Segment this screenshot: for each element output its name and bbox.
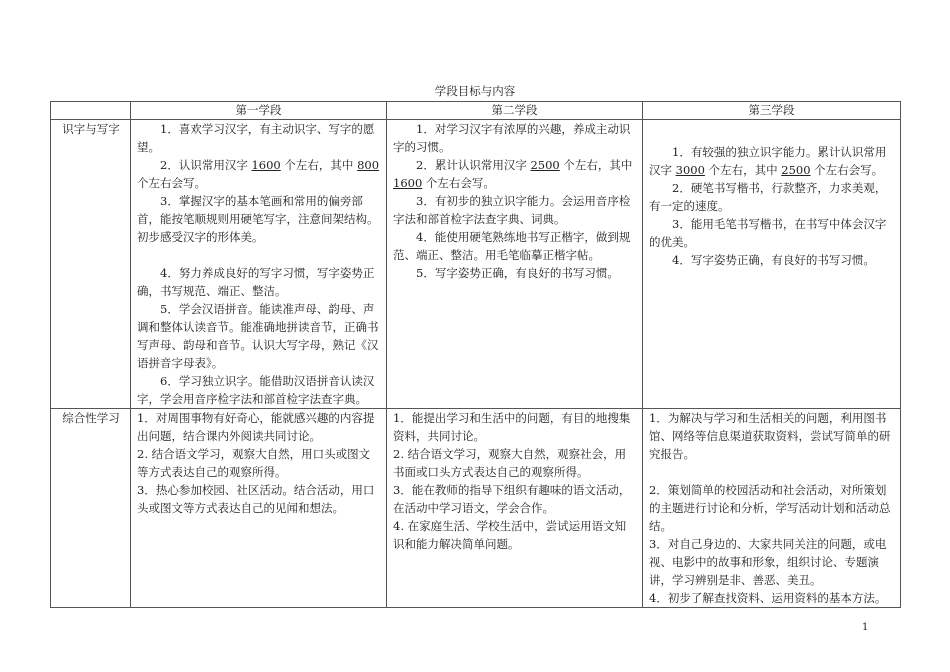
item-text: 个左右，其中: [704, 163, 782, 177]
underlined-number: 3000: [675, 163, 705, 177]
cell-item: [649, 143, 895, 179]
cell-item: [393, 481, 637, 517]
item-text: 5．学会汉语拼音。能读准声母、韵母、声调和整体认读音节。能准确地拼读音节，正确书写声母、韵母和音节。认识大写字母，熟记《汉语拼音字母表》。: [137, 302, 379, 370]
cell-integrated-stage-1: [131, 409, 387, 608]
cell-content: [137, 409, 381, 517]
item-text: 4．能使用硬笔熟练地书写正楷字，做到规范、端正、整洁。用毛笔临摹正楷字帖。: [393, 230, 631, 262]
cell-content: [649, 409, 895, 607]
item-text: 2. 结合语文学习，观察大自然，观察社会，用书面或口头方式表达自己的观察所得。: [393, 447, 627, 479]
item-text: 4．努力养成良好的写字习惯，写字姿势正确，书写规范、端正、整洁。: [137, 266, 375, 298]
cell-item: [649, 179, 895, 215]
goals-table: [50, 101, 901, 608]
header-stage-3: 第三学段: [643, 102, 901, 120]
underlined-number: 2500: [781, 163, 811, 177]
cell-item: [649, 535, 895, 589]
item-text: 3．热心参加校园、社区活动。结合活动，用口头或图文等方式表达自己的见闻和想法。: [137, 483, 375, 515]
cell-integrated-stage-2: [387, 409, 643, 608]
item-text: 个左右会写。: [137, 176, 206, 190]
cell-item: [649, 589, 895, 607]
cell-item: [137, 445, 381, 481]
header-stage-2: 第二学段: [387, 102, 643, 120]
cell-content: [393, 409, 637, 553]
cell-content: [649, 120, 895, 292]
item-text: 3．能在教师的指导下组织有趣味的语文活动，在活动中学习语文，学会合作。: [393, 483, 631, 515]
item-text: 个左右会写。: [422, 176, 495, 190]
page-number: 1: [862, 622, 869, 633]
cell-item: [137, 481, 381, 517]
item-text: 2．策划简单的校园活动和社会活动，对所策划的主题进行讨论和分析，学写活动计划和活动总结。: [649, 483, 891, 533]
cell-content: [393, 120, 637, 282]
item-text: 4．初步了解查找资料、运用资料的基本方法。: [649, 591, 887, 605]
cell-item: [393, 445, 637, 481]
item-text: 1．有较强的独立识字能力。累计认识常用汉字: [649, 145, 887, 177]
cell-item: [137, 156, 381, 192]
item-text: 个左右，其中: [559, 158, 633, 172]
item-text: 2．硬笔书写楷书，行款整齐，力求美观，有一定的速度。: [649, 181, 887, 213]
item-text: 2．认识常用汉字: [160, 158, 252, 172]
item-text: 6．学习独立识字。能借助汉语拼音认读汉字，学会用音序检字法和部首检字法查字典。: [137, 374, 375, 406]
underlined-number: 1600: [393, 176, 423, 190]
cell-item: [137, 192, 381, 246]
cell-item: [393, 409, 637, 445]
cell-content: [137, 120, 381, 408]
table-row-literacy: [51, 120, 901, 409]
cell-literacy-stage-3: [643, 120, 901, 409]
item-text: 3．有初步的独立识字能力。会运用音序检字法和部首检字法查字典、词典。: [393, 194, 631, 226]
cell-item: [649, 409, 895, 463]
underlined-number: 1600: [251, 158, 281, 172]
item-text: 4. 在家庭生活、学校生活中，尝试运用语文知识和能力解决简单问题。: [393, 519, 627, 551]
cell-item: [137, 300, 381, 372]
cell-item: [649, 251, 895, 269]
underlined-number: 2500: [530, 158, 560, 172]
cell-item: [393, 264, 637, 282]
item-text: 1．对周围事物有好奇心，能就感兴趣的内容提出问题，结合课内外阅读共同讨论。: [137, 411, 375, 443]
item-text: 1．能提出学习和生活中的问题，有目的地搜集资料，共同讨论。: [393, 411, 631, 443]
cell-item: [137, 264, 381, 300]
item-text: 3．能用毛笔书写楷书，在书写中体会汉字的优美。: [649, 217, 887, 249]
table-row-integrated-learning: [51, 409, 901, 608]
item-text: 个左右，其中: [280, 158, 358, 172]
header-row: [51, 102, 901, 120]
item-text: 3．掌握汉字的基本笔画和常用的偏旁部首，能按笔顺规则用硬笔写字，注意间架结构。初步感受汉字的形体美。: [137, 194, 379, 244]
cell-item: [137, 120, 381, 156]
cell-item: [393, 192, 637, 228]
item-text: 4．写字姿势正确，有良好的书写习惯。: [672, 253, 875, 267]
cell-item: [393, 228, 637, 264]
item-text: 1．对学习汉字有浓厚的兴趣，养成主动识字的习惯。: [393, 122, 631, 154]
cell-literacy-stage-1: [131, 120, 387, 409]
cell-item: [137, 372, 381, 408]
cell-literacy-stage-2: [387, 120, 643, 409]
item-text: 1．喜欢学习汉字，有主动识字、写字的愿望。: [137, 122, 375, 154]
item-text: 2．累计认识常用汉字: [416, 158, 531, 172]
document-title: 学段目标与内容: [434, 84, 516, 98]
cell-integrated-stage-3: [643, 409, 901, 608]
header-blank: [51, 102, 131, 120]
item-text: 5．写字姿势正确，有良好的书写习惯。: [416, 266, 619, 280]
cell-item: [393, 120, 637, 156]
cell-item: [137, 409, 381, 445]
cell-item: [649, 481, 895, 535]
item-text: 3．对自己身边的、大家共同关注的问题，或电视、电影中的故事和形象，组织讨论、专题演讲，学习辨别是非、善恶、美丑。: [649, 537, 887, 587]
item-text: 1．为解决与学习和生活相关的问题，利用图书馆、网络等信息渠道获取资料，尝试写简单的研究报告。: [649, 411, 891, 461]
cell-item: [393, 517, 637, 553]
row-label-integrated-learning: 综合性学习: [51, 409, 131, 608]
row-label-literacy: 识字与写字: [51, 120, 131, 409]
item-text: 2. 结合语文学习，观察大自然，用口头或图文等方式表达自己的观察所得。: [137, 447, 371, 479]
underlined-number: 800: [357, 158, 380, 172]
cell-item: [393, 156, 637, 192]
header-stage-1: 第一学段: [131, 102, 387, 120]
cell-item: [649, 215, 895, 251]
item-text: 个左右会写。: [810, 163, 884, 177]
